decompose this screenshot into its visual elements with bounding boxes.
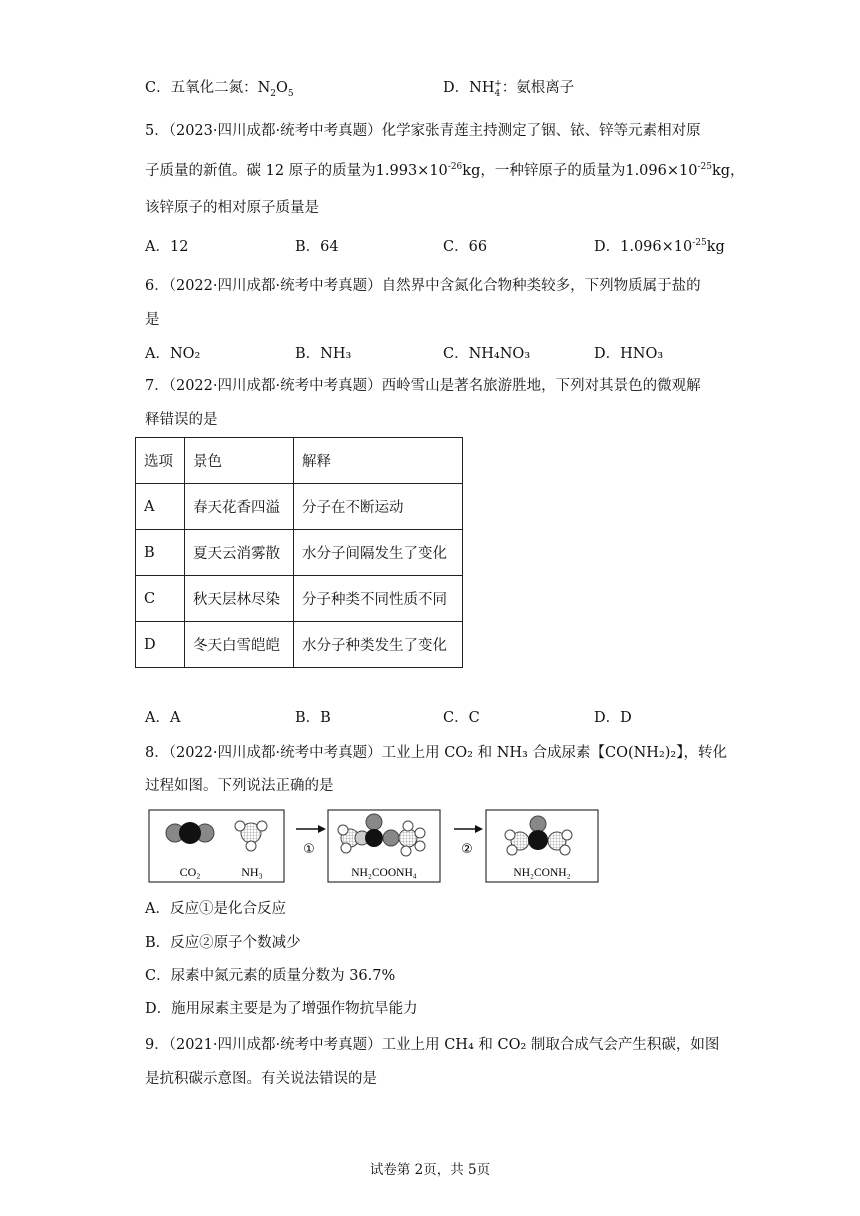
q5-option-d: D．$1.096\times 10^{-25}kg$	[594, 238, 725, 255]
table-cell: 分子种类不同性质不同	[294, 576, 463, 622]
nh3-label: NH₃	[241, 865, 263, 879]
q8-option-c: C．尿素中氮元素的质量分数为 36.7%	[145, 968, 396, 984]
q8-option-b: B．反应②原子个数减少	[145, 935, 301, 951]
table-cell: 春天花香四溢	[185, 484, 294, 530]
q7-table	[135, 437, 463, 668]
q5-stem-line2: 子质量的新值。碳 12 原子的质量为$1.993\times 10^{-26}kg$，一种锌原子的质量为$1.096\times 10^{-25}kg$，	[145, 162, 745, 179]
table-cell: 水分子种类发生了变化	[294, 622, 463, 668]
q9-stem-line2: 是抗积碳示意图。有关说法错误的是	[145, 1071, 377, 1087]
table-cell: 分子在不断运动	[294, 484, 463, 530]
step1-label: ①	[303, 842, 315, 857]
q5-stem-line1: 5．（2023·四川成都·统考中考真题）化学家张青莲主持测定了铟、铱、锌等元素相对原	[145, 123, 701, 139]
table-cell: A	[136, 484, 185, 530]
q6-option-d: D．HNO₃	[594, 346, 664, 362]
table-header-cell: 景色	[185, 438, 294, 484]
step2-label: ②	[461, 842, 473, 857]
table-cell: C	[136, 576, 185, 622]
q9-stem-line1: 9．（2021·四川成都·统考中考真题）工业上用 CH₄ 和 CO₂ 制取合成气会产生积碳，如图	[145, 1037, 720, 1053]
page-footer: 试卷第 2页，共 5页	[369, 1162, 491, 1178]
co2-label: CO₂	[179, 865, 201, 879]
q7-option-c: C．C	[443, 710, 480, 726]
q5-option-c: C．66	[443, 239, 488, 255]
q4-option-c: C．五氧化二氮：$N_2O_5$	[145, 80, 294, 99]
arrow-step1	[296, 825, 326, 857]
q5-option-b: B．64	[295, 239, 339, 255]
q7-option-a: A．A	[145, 710, 181, 726]
table-cell: 夏天云消雾散	[185, 530, 294, 576]
q5-stem-line3: 该锌原子的相对原子质量是	[145, 200, 319, 216]
urea-synthesis-diagram	[148, 808, 603, 886]
table-cell: B	[136, 530, 185, 576]
q8-option-d: D．施用尿素主要是为了增强作物抗旱能力	[145, 1001, 418, 1017]
table-header-cell: 选项	[136, 438, 185, 484]
co2-molecule	[166, 822, 214, 844]
table-cell: 水分子间隔发生了变化	[294, 530, 463, 576]
q7-stem-line2: 释错误的是	[145, 412, 218, 428]
table-header-row	[136, 438, 463, 484]
q8-option-a: A．反应①是化合反应	[145, 901, 286, 917]
q7-stem-line1: 7．（2022·四川成都·统考中考真题）西岭雪山是著名旅游胜地，下列对其景色的微观解	[145, 378, 701, 394]
table-cell: D	[136, 622, 185, 668]
q8-stem-line2: 过程如图。下列说法正确的是	[145, 778, 334, 794]
urea-label: NH₂CONH₂	[513, 867, 571, 879]
table-cell: 秋天层林尽染	[185, 576, 294, 622]
table-row	[136, 484, 463, 530]
q6-option-a: A．NO₂	[145, 346, 201, 362]
table-row	[136, 622, 463, 668]
q6-stem-line1: 6．（2022·四川成都·统考中考真题）自然界中含氮化合物种类较多，下列物质属于盐的	[145, 278, 701, 294]
table-row	[136, 530, 463, 576]
q5-option-a: A．12	[145, 239, 189, 255]
q8-stem-line1: 8．（2022·四川成都·统考中考真题）工业上用 CO₂ 和 NH₃ 合成尿素【CO(NH₂)₂】，转化	[145, 745, 727, 761]
q4-option-d: D．$NH_4^+$：氨根离子	[443, 79, 575, 99]
q7-option-d: D．D	[594, 710, 632, 726]
nh2coonh4-label: NH₂COONH₄	[351, 867, 417, 879]
q7-option-b: B．B	[295, 710, 331, 726]
table-row	[136, 576, 463, 622]
arrow-step2	[454, 825, 483, 857]
q6-option-c: C．NH₄NO₃	[443, 346, 531, 362]
q6-option-b: B．NH₃	[295, 346, 352, 362]
table-cell: 冬天白雪皑皑	[185, 622, 294, 668]
table-header-cell: 解释	[294, 438, 463, 484]
q6-stem-line2: 是	[145, 312, 160, 328]
